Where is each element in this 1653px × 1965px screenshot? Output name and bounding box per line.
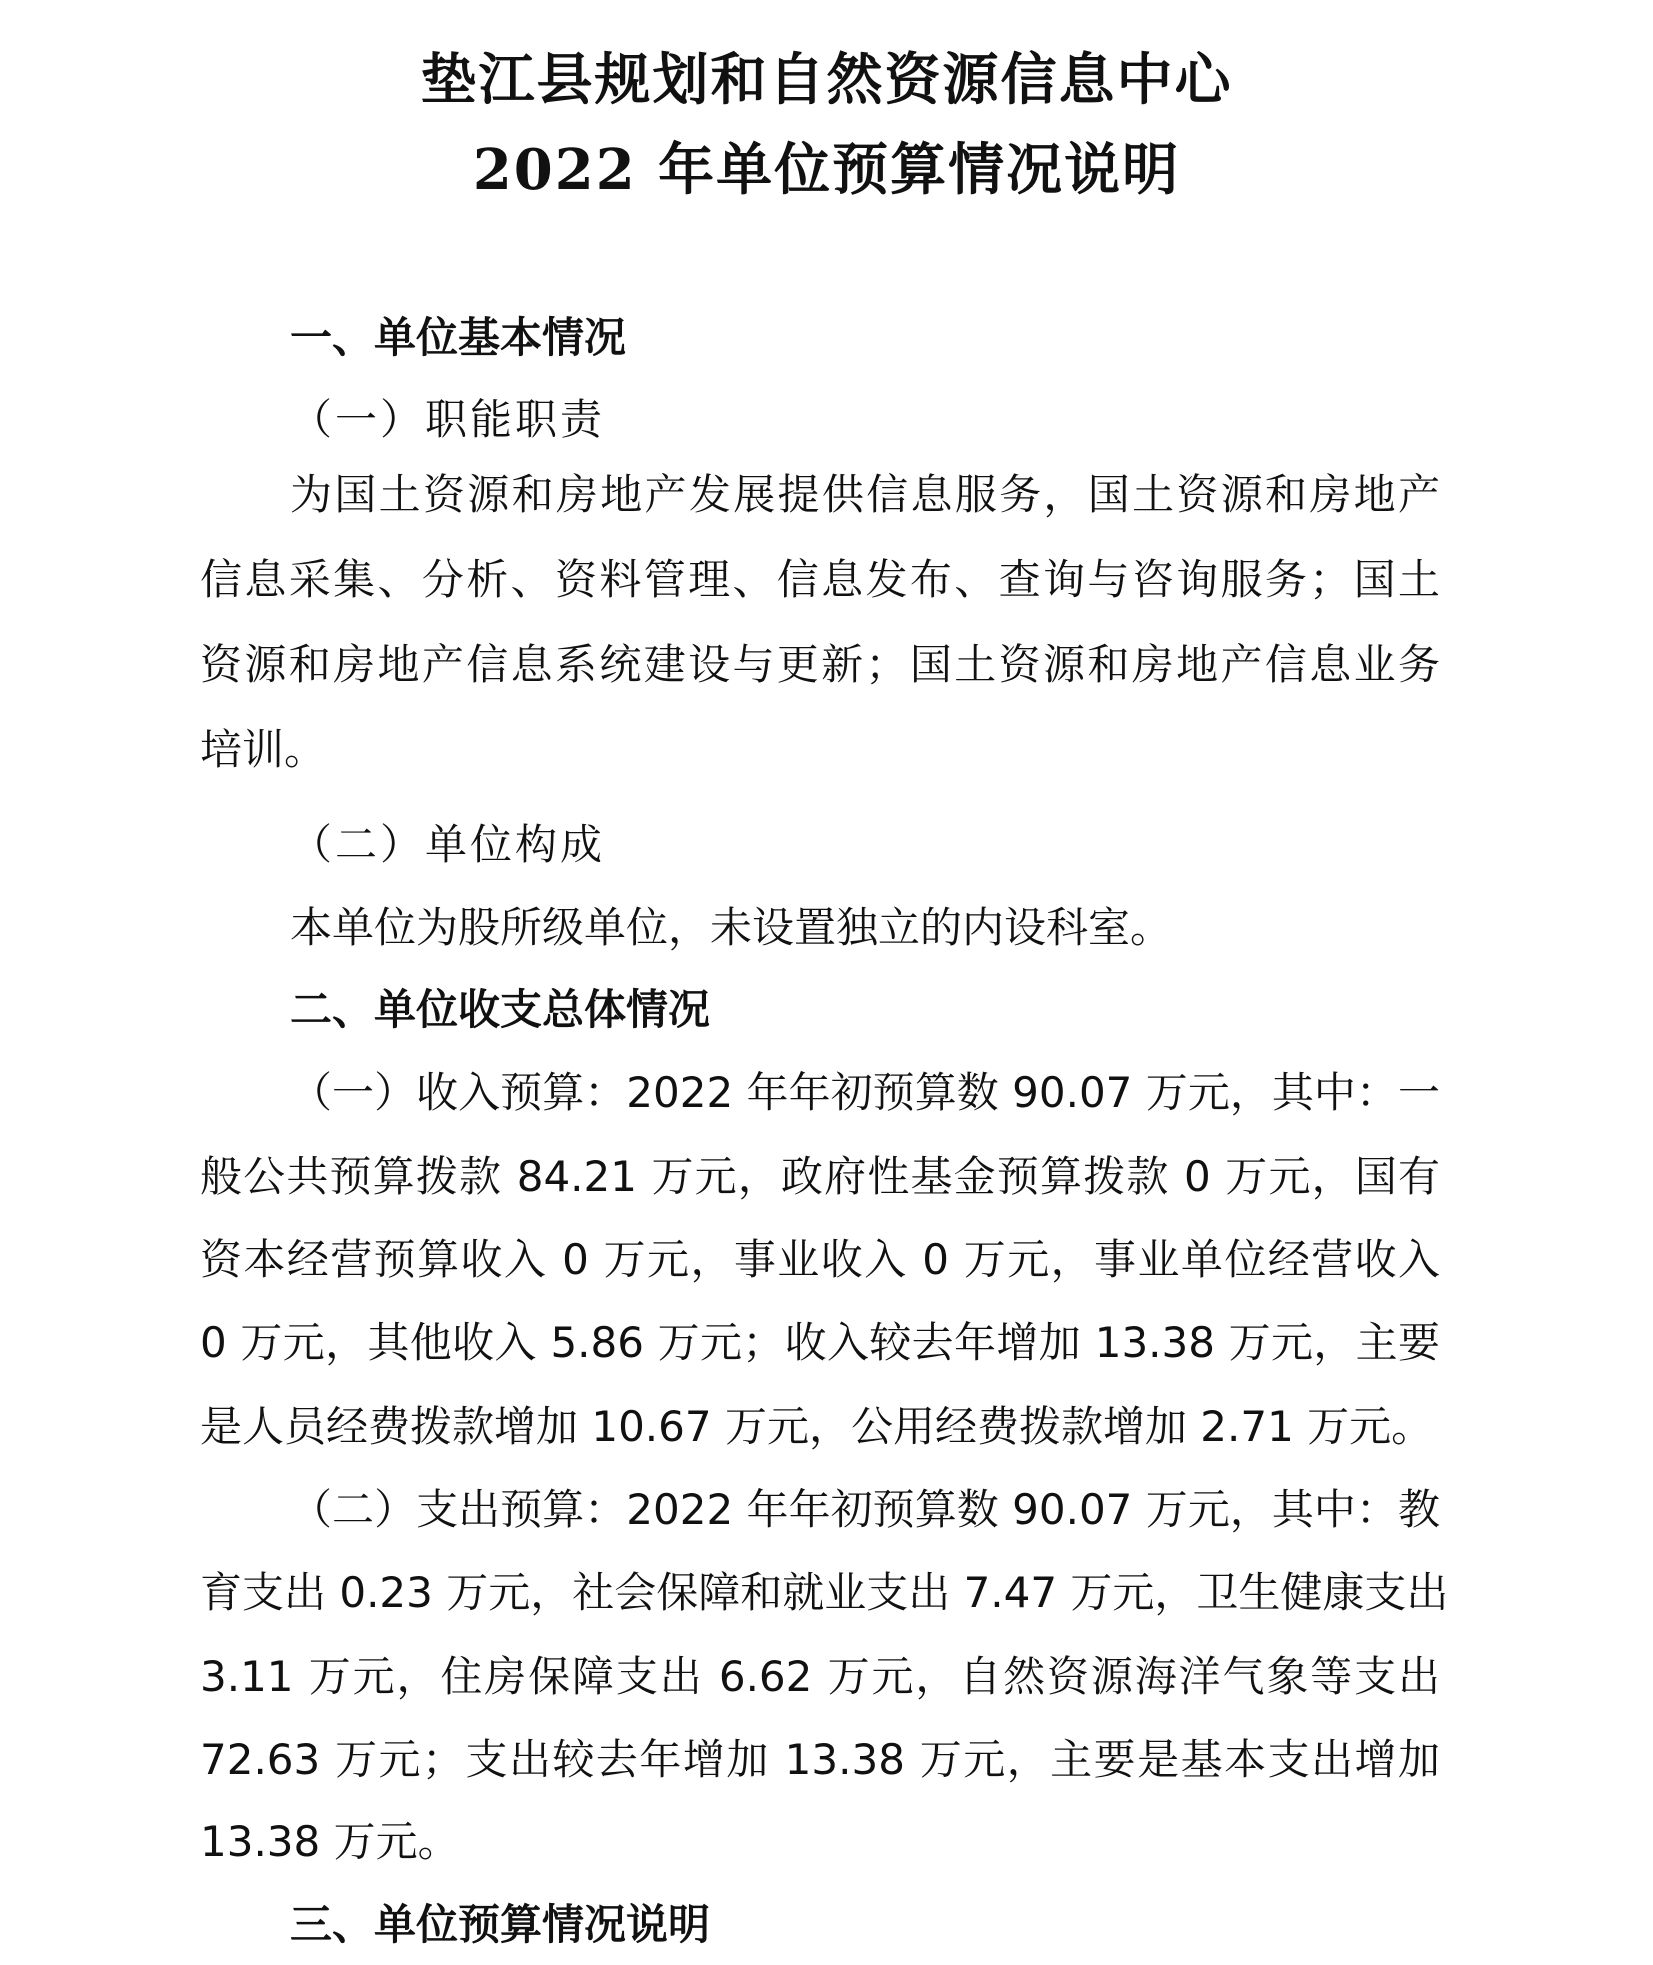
section1-sub2-heading: （二）单位构成 bbox=[290, 820, 606, 869]
paragraph-line: 资本经营预算收入 0 万元，事业收入 0 万元，事业单位经营收入 bbox=[200, 1235, 1440, 1284]
paragraph-line: 育支出 0.23 万元，社会保障和就业支出 7.47 万元，卫生健康支出 bbox=[200, 1568, 1449, 1617]
paragraph-line: 资源和房地产信息系统建设与更新；国土资源和房地产信息业务 bbox=[200, 640, 1440, 689]
paragraph-line: （二）支出预算：2022 年年初预算数 90.07 万元，其中：教 bbox=[290, 1485, 1440, 1534]
section1-heading: 一、单位基本情况 bbox=[290, 313, 627, 362]
section2-heading: 二、单位收支总体情况 bbox=[290, 985, 711, 1034]
paragraph-line: 为国土资源和房地产发展提供信息服务，国土资源和房地产 bbox=[290, 470, 1440, 519]
paragraph-line: 培训。 bbox=[200, 725, 327, 774]
paragraph-line: 般公共预算拨款 84.21 万元，政府性基金预算拨款 0 万元，国有 bbox=[200, 1152, 1440, 1201]
paragraph-line: 13.38 万元。 bbox=[200, 1817, 460, 1866]
document-title-line2: 2022 年单位预算情况说明 bbox=[472, 137, 1181, 203]
document-title-line1: 垫江县规划和自然资源信息中心 bbox=[420, 47, 1233, 113]
paragraph-line: 3.11 万元，住房保障支出 6.62 万元，自然资源海洋气象等支出 bbox=[200, 1652, 1440, 1701]
paragraph-line: 0 万元，其他收入 5.86 万元；收入较去年增加 13.38 万元，主要 bbox=[200, 1318, 1440, 1367]
paragraph-line: 72.63 万元；支出较去年增加 13.38 万元，主要是基本支出增加 bbox=[200, 1735, 1440, 1784]
section3-heading: 三、单位预算情况说明 bbox=[290, 1900, 711, 1949]
section1-sub1-heading: （一）职能职责 bbox=[290, 395, 606, 444]
paragraph-line: 是人员经费拨款增加 10.67 万元，公用经费拨款增加 2.71 万元。 bbox=[200, 1402, 1434, 1451]
paragraph-line: 本单位为股所级单位，未设置独立的内设科室。 bbox=[290, 903, 1173, 952]
paragraph-line: 信息采集、分析、资料管理、信息发布、查询与咨询服务；国土 bbox=[200, 555, 1440, 604]
paragraph-line: （一）收入预算：2022 年年初预算数 90.07 万元，其中：一 bbox=[290, 1068, 1440, 1117]
